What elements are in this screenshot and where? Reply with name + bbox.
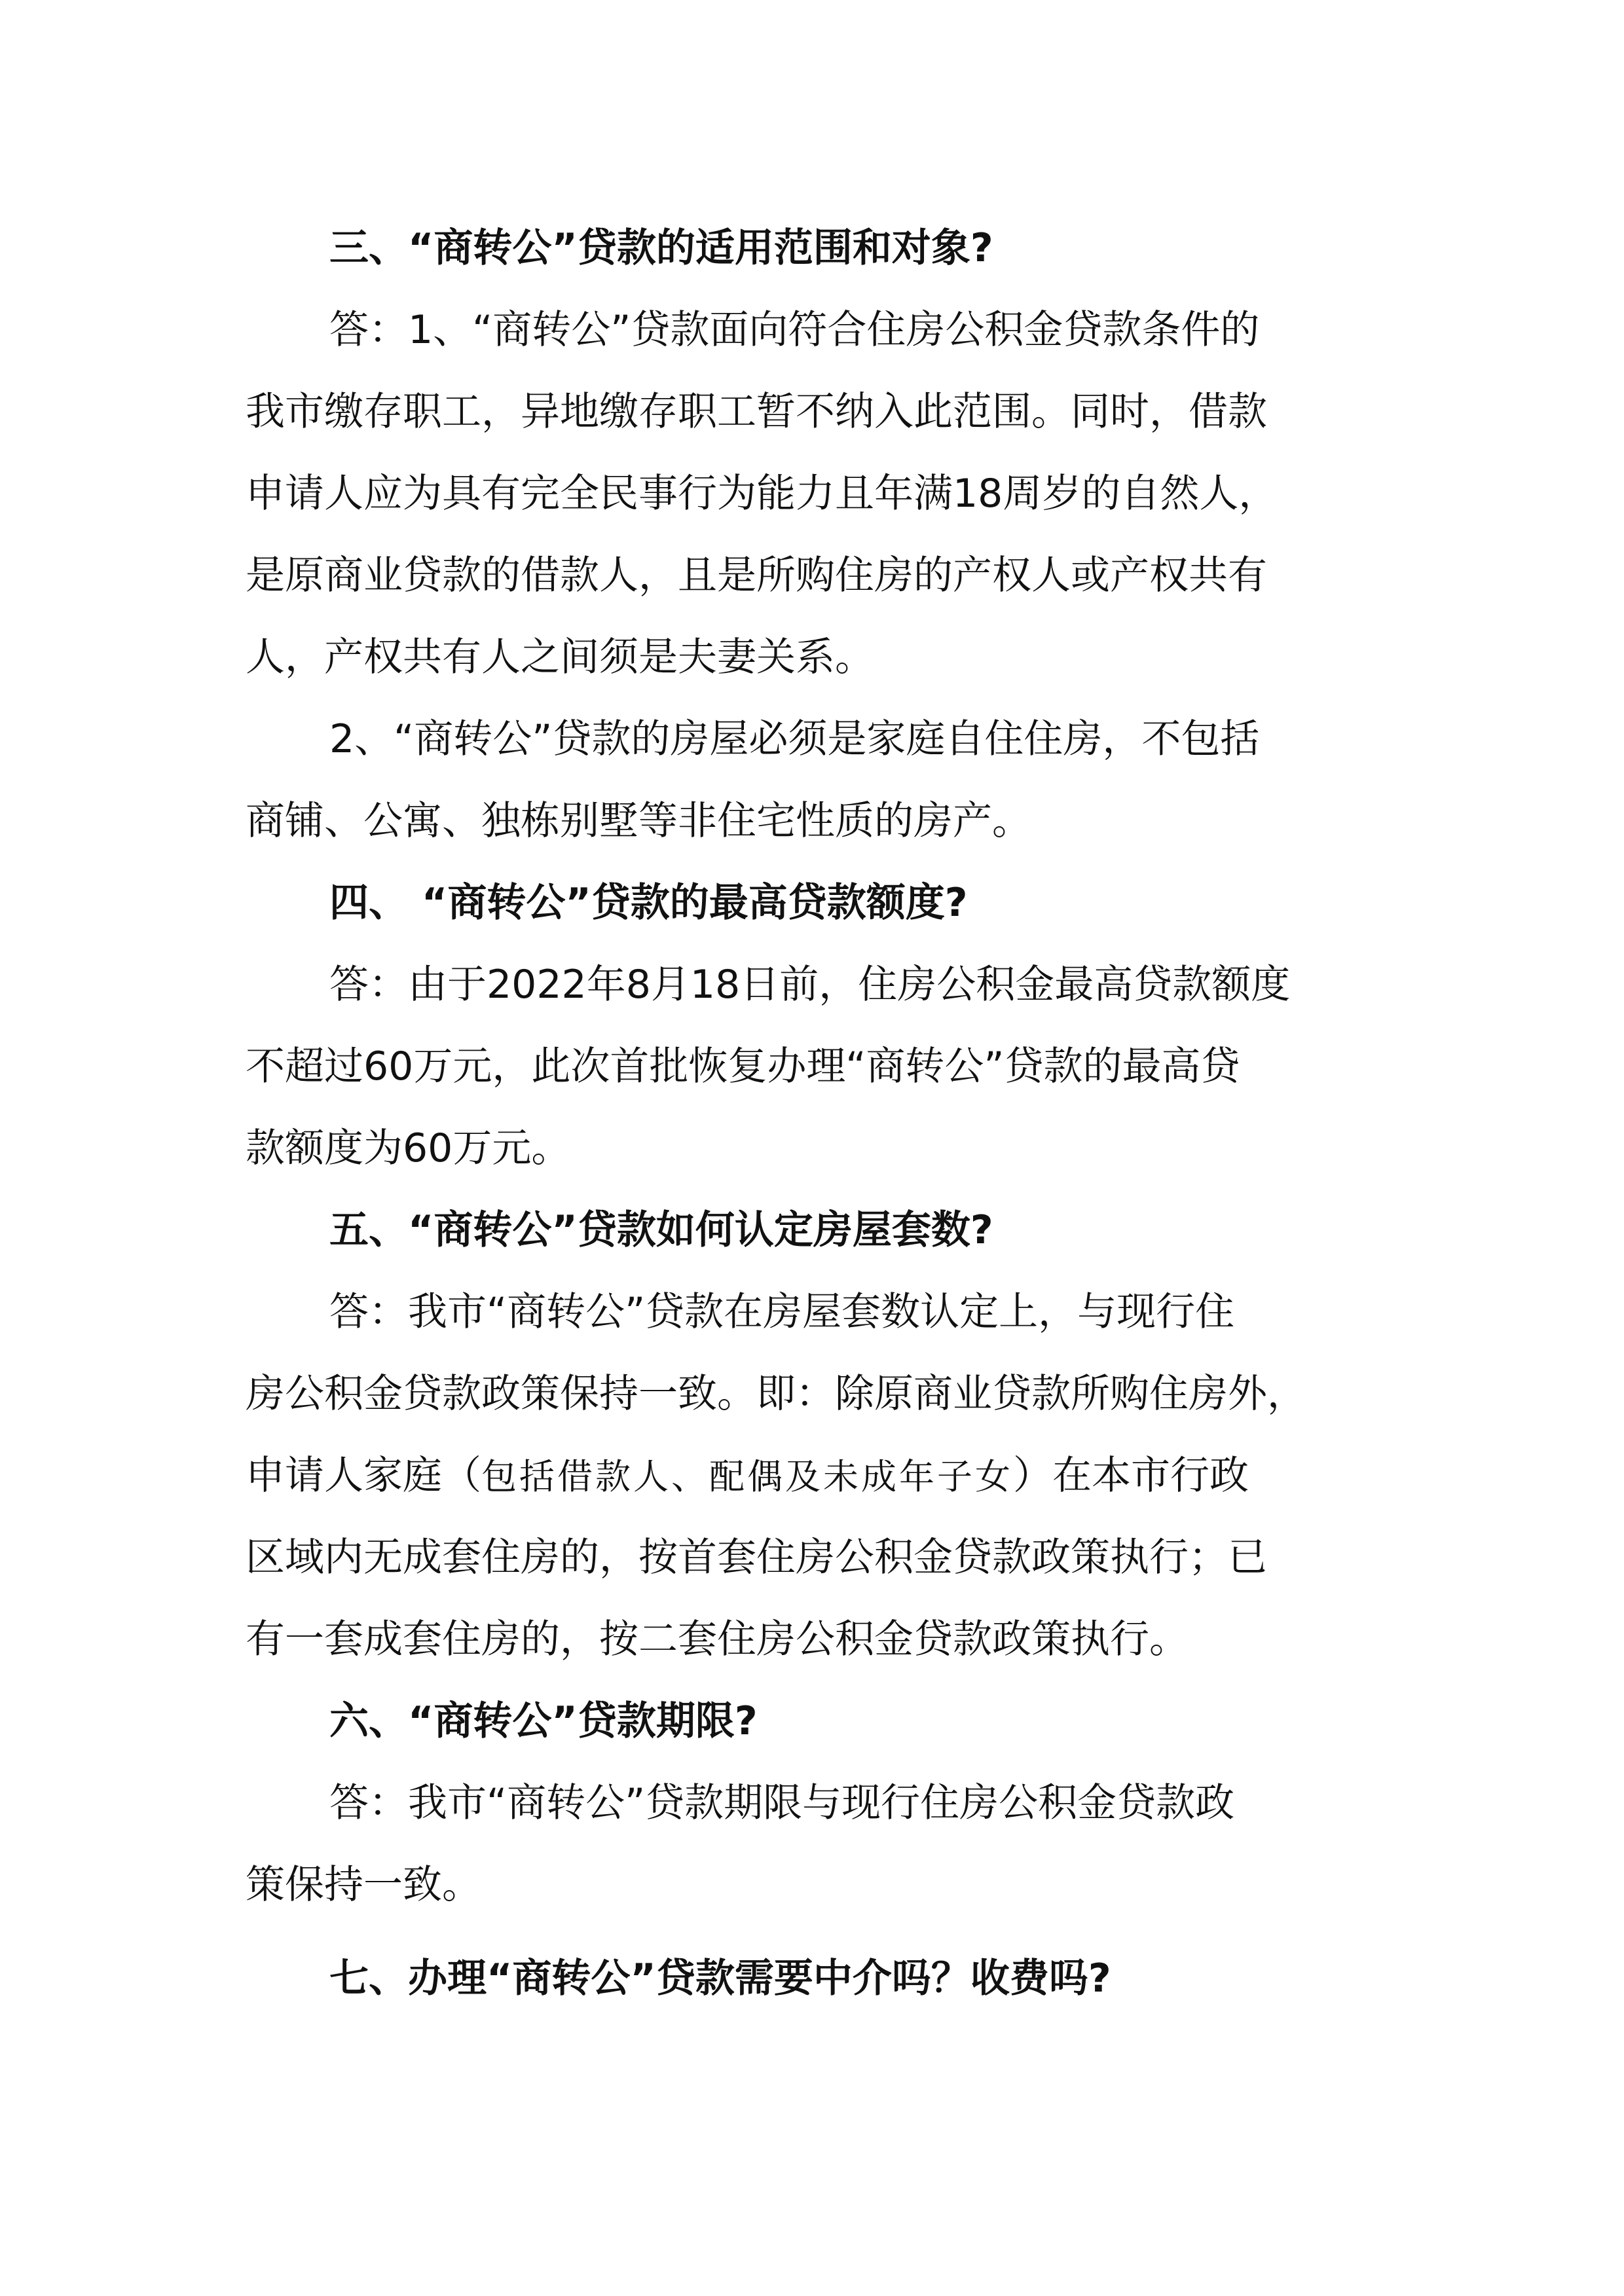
section-5-heading: 五、“商转公”贷款如何认定房屋套数?: [329, 1207, 993, 1253]
section-5-paragraph-line-3: [246, 1435, 1385, 1517]
section-5-paragraph-line-1: 答：我市“商转公”贷款在房屋套数认定上，与现行住: [329, 1289, 1235, 1335]
section-5-paragraph-line-5: 有一套成套住房的，按二套住房公积金贷款政策执行。: [246, 1616, 1189, 1662]
section-4-heading: 四、 “商转公”贷款的最高贷款额度?: [329, 880, 968, 926]
section-5-line-3-end: ）在本市行政: [1013, 1453, 1249, 1499]
section-3-paragraph-1-line-1: 答：1、“商转公”贷款面向符合住房公积金贷款条件的: [329, 307, 1260, 353]
section-4-paragraph-line-1: 答：由于2022年8月18日前，住房公积金最高贷款额度: [329, 962, 1291, 1008]
section-3-paragraph-1-line-3: 申请人应为具有完全民事行为能力且年满18周岁的自然人，: [246, 471, 1278, 517]
section-4-paragraph-line-3: 款额度为60万元。: [246, 1125, 571, 1171]
household-definition-note: 包括借款人、配偶及未成年子女: [481, 1456, 1013, 1497]
section-3-heading: 三、“商转公”贷款的适用范围和对象?: [329, 225, 993, 271]
section-3-paragraph-1-line-4: 是原商业贷款的借款人，且是所购住房的产权人或产权共有: [246, 553, 1267, 598]
section-gap: [246, 1926, 1385, 1938]
section-5-line-3-start: 申请人家庭（: [246, 1453, 481, 1499]
section-6-paragraph-line-2: 策保持一致。: [246, 1862, 481, 1908]
section-5-paragraph-line-4: 区域内无成套住房的，按首套住房公积金贷款政策执行；已: [246, 1535, 1267, 1580]
section-3-paragraph-2-line-2: 商铺、公寓、独栋别墅等非住宅性质的房产。: [246, 798, 1031, 844]
section-7-heading: 七、办理“商转公”贷款需要中介吗？收费吗?: [329, 1956, 1111, 2001]
document-body: [246, 208, 1385, 2020]
section-3-paragraph-1-line-5: 人，产权共有人之间须是夫妻关系。: [246, 634, 874, 680]
section-6-heading: 六、“商转公”贷款期限?: [329, 1698, 758, 1744]
section-3-paragraph-1-line-2: 我市缴存职工，异地缴存职工暂不纳入此范围。同时，借款: [246, 389, 1267, 435]
section-3-paragraph-2-line-1: 2、“商转公”贷款的房屋必须是家庭自住住房，不包括: [329, 716, 1260, 762]
section-4-paragraph-line-2: 不超过60万元，此次首批恢复办理“商转公”贷款的最高贷: [246, 1044, 1240, 1089]
section-6-paragraph-line-1: 答：我市“商转公”贷款期限与现行住房公积金贷款政: [329, 1780, 1235, 1826]
section-5-paragraph-line-2: 房公积金贷款政策保持一致。即：除原商业贷款所购住房外，: [246, 1371, 1306, 1417]
